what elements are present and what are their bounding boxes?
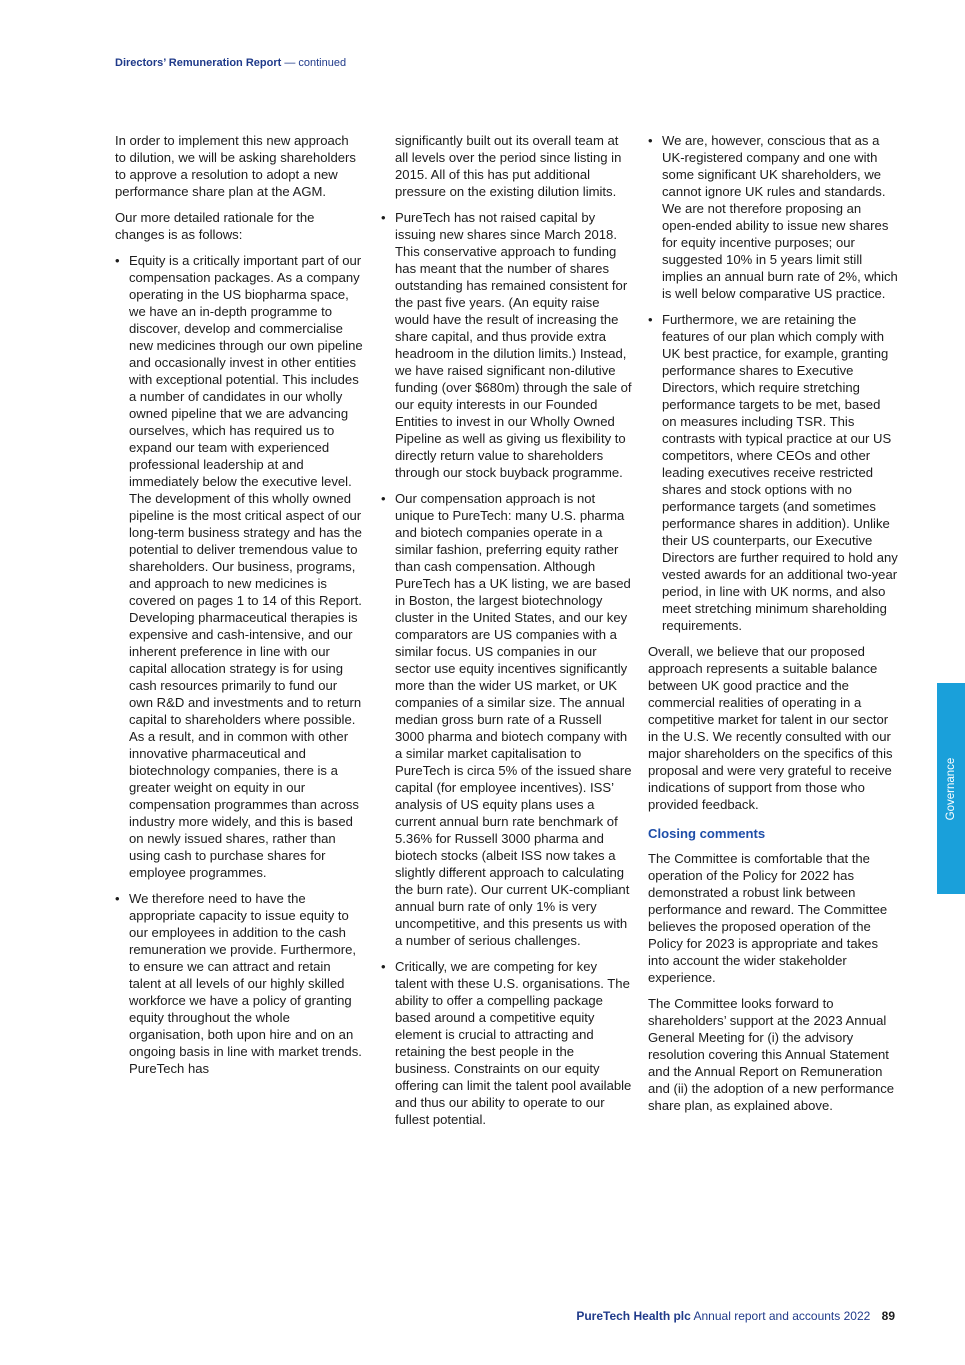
bullet-item: • Equity is a critically important part of our compensation packages. As a company operating in the US biopharma space, we have an in-depth programme to discover, develop and commercialise new medicines through our own pipeline and occasionally invest in other entities with exceptional potential. This includes a number of candidates in our wholly owned pipeline that we are advancing ourselves, which has required us to expand our team with experienced professional leadership at and immediately below the executive level. The development of this wholly owned pipeline is the most critical aspect of our long-term business strategy and has the potential to deliver tremendous value to shareholders. Our business, programs, and approach to new medicines is covered on pages 1 to 14 of this Report. Developing pharmaceutical therapies is expensive and cash-intensive, and our inherent preference in line with our capital allocation strategy is for using cash resources primarily to fund our own R&D and investments and to return capital to shareholders where possible. As a result, and in common with other innovative pharmaceutical and biotechnology companies, there is a greater weight on equity in our compensation programmes than across industry more widely, and this is based on newly issued shares, rather than using cash to purchase shares for employee programmes. (115, 252, 363, 881)
paragraph: Our more detailed rationale for the changes is as follows: (115, 210, 315, 242)
column-1 (115, 132, 363, 1086)
bullet-list (115, 252, 363, 1077)
closing-comments-heading: Closing comments (648, 826, 766, 841)
column-2 (381, 132, 632, 1137)
bullet-item: • PureTech has not raised capital by issuing new shares since March 2018. This conservative approach to funding has meant that the number of shares outstanding has remained consistent for the past five years. (An equity raise would have the result of increasing the share capital, and thus provide extra headroom in the dilution limits.) Instead, we have raised significant non-dilutive funding (over $680m) through the sale of our equity interests in our Founded Entities to invest in our Wholly Owned Pipeline as well as giving us flexibility to directly return value to shareholders through our stock buyback programme. (381, 209, 632, 481)
bullet-list (648, 132, 898, 634)
running-header (115, 57, 346, 69)
section-suffix: — continued (284, 57, 347, 69)
paragraph: The Committee is comfortable that the operation of the Policy for 2022 has demonstrated a robust link between performance and reward. The Committee believes the proposed operation of the Policy for 2023 is appropriate and takes into account the wider stakeholder experience. (648, 851, 888, 985)
paragraph: Overall, we believe that our proposed approach represents a suitable balance between UK good practice and the commercial realities of operating in a competitive market for talent in our sector in the U.S. We recently consulted with our major shareholders on the specifics of this proposal and were very grateful to receive indications of support from those who provided feedback. (648, 644, 893, 812)
column-3 (648, 132, 898, 1123)
bullet-item: • We are, however, conscious that as a UK-registered company and one with some significant UK shareholders, we cannot ignore UK rules and standards. We are not therefore proposing an open-ended ability to issue new shares for equity incentive purposes; our suggested 10% in 5 years limit still implies an annual burn rate of 2%, which is well below comparative US practice. (648, 132, 898, 302)
bullet-item: • We therefore need to have the appropriate capacity to issue equity to our employees in addition to the cash remuneration we provide. Furthermore, to ensure we can attract and retain talent at all levels of our highly skilled workforce we have a policy of granting equity throughout the whole organisation, both upon hire and on an ongoing basis in line with market trends. PureTech has (115, 890, 363, 1077)
side-tab-label: Governance (945, 757, 957, 820)
governance-side-tab (937, 683, 965, 894)
bullet-item: • Our compensation approach is not unique to PureTech: many U.S. pharma and biotech companies operate in a similar fashion, preferring equity rather than cash compensation. Although PureTech has a UK listing, we are based in Boston, the largest biotechnology cluster in the United States, and our key comparators are US companies with a similar focus. US companies in our sector use equity incentives significantly more than the wider US market, or UK companies of a similar size. The annual median gross burn rate of a Russell 3000 pharma and biotech company with a similar market capitalisation to PureTech is circa 5% of the issued share capital (for employee incentives). ISS’ analysis of US equity plans uses a current annual burn rate benchmark of 5.36% for Russell 3000 pharma and biotech stocks (albeit ISS now takes a slightly different approach to calculating the burn rate). Our current UK-compliant annual burn rate of only 1% is very uncompetitive, and this presents us with a number of serious challenges. (381, 490, 632, 949)
bullet-continuation: significantly built out its overall team at all levels over the period since listing in 2015. All of this has put additional pressure on the existing dilution limits. (395, 133, 622, 199)
page-footer (576, 1309, 895, 1323)
bullet-list (381, 209, 632, 1128)
footer-company: PureTech Health plc (576, 1309, 691, 1323)
footer-report: Annual report and accounts 2022 (693, 1309, 871, 1323)
page-number: 89 (881, 1309, 895, 1323)
bullet-item: • Furthermore, we are retaining the features of our plan which comply with UK best practice, for example, granting performance shares to Executive Directors, which require stretching performance targets to be met, based on measures including TSR. This contrasts with typical practice at our US competitors, where CEOs and other leading executives receive restricted shares and stock options with no performance targets (and sometimes performance shares in addition). Unlike their US counterparts, our Executive Directors are further required to hold any vested awards for an additional two-year period, in line with UK norms, and also meet stretching minimum shareholding requirements. (648, 311, 898, 634)
section-title: Directors’ Remuneration Report (115, 57, 282, 69)
bullet-item: • Critically, we are competing for key talent with these U.S. organisations. The ability to offer a compelling package based around a competitive equity element is crucial to attracting and retaining the best people in the business. Constraints on our equity offering can limit the talent pool available and thus our ability to operate to our fullest potential. (381, 958, 632, 1128)
paragraph: The Committee looks forward to shareholders’ support at the 2023 Annual General Meeting for (i) the advisory resolution covering this Annual Statement and the Annual Report on Remuneration and (ii) the adoption of a new performance share plan, as explained above. (648, 996, 895, 1113)
paragraph: In order to implement this new approach to dilution, we will be asking shareholders to approve a resolution to adopt a new performance share plan at the AGM. (115, 133, 356, 199)
